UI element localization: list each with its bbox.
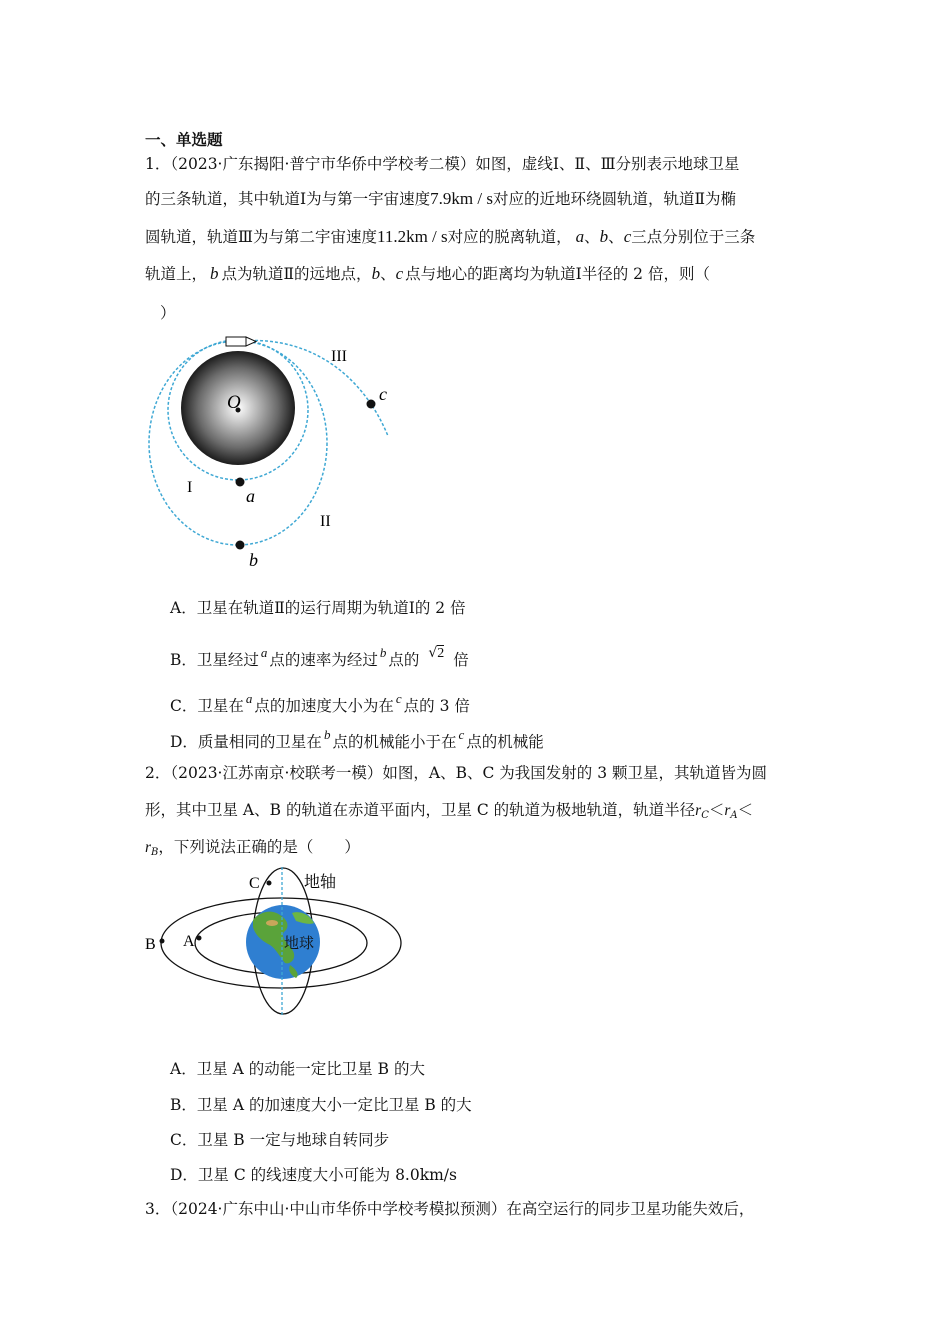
q2-option-c[interactable]: C．卫星 B 一定与地球自转同步: [170, 1131, 390, 1149]
point-b: [236, 541, 245, 550]
point-c: [367, 400, 376, 409]
q1-orbit-figure: [140, 330, 410, 575]
q1-line5: ）: [160, 304, 176, 322]
label-earth-axis: 地轴: [304, 874, 337, 891]
q1-line1: 1．（2023·广东揭阳·普宁市华侨中学校考二模）如图，虚线Ⅰ、Ⅱ、Ⅲ分别表示地球卫星: [145, 155, 740, 173]
q2-option-d[interactable]: D．卫星 C 的线速度大小可能为 8.0km/s: [170, 1166, 457, 1184]
label-orbit-i: I: [187, 479, 193, 496]
q1-option-b[interactable]: B．卫星经过 $^a$ 点的速率为经过 $^b$ 点的 √2 倍: [170, 645, 469, 669]
label-sat-b: B: [145, 936, 156, 953]
q1-second-cosmic-speed: 11.2km / s: [376, 227, 448, 246]
satellite-b: [160, 939, 165, 944]
q1-line2: 的三条轨道，其中轨道Ⅰ为与第一宇宙速度7.9km / s对应的近地环绕圆轨道，轨道Ⅱ为椭: [145, 189, 736, 208]
label-a: a: [246, 486, 255, 506]
point-a: [236, 478, 245, 487]
q1-option-a[interactable]: A．卫星在轨道Ⅱ的运行周期为轨道Ⅰ的 2 倍: [170, 599, 466, 617]
q1-option-c[interactable]: C．卫星在 $^a$ 点的加速度大小为在 $^c$ 点的 3 倍: [170, 691, 470, 715]
label-orbit-ii: II: [320, 513, 331, 530]
satellite-c: [267, 881, 272, 886]
q2-option-b[interactable]: B．卫星 A 的加速度大小一定比卫星 B 的大: [170, 1096, 472, 1114]
label-earth: 地球: [284, 936, 315, 952]
q1-line3: 圆轨道，轨道Ⅲ为与第二宇宙速度11.2km / s对应的脱离轨道， a、b、c三点分别位于三条: [145, 227, 756, 246]
q1-option-d[interactable]: D．质量相同的卫星在 $^b$ 点的机械能小于在 $^c$ 点的机械能: [170, 727, 544, 751]
section-title: 一、单选题: [145, 130, 223, 149]
q2-option-a[interactable]: A．卫星 A 的动能一定比卫星 B 的大: [170, 1060, 425, 1078]
q3-line1: 3．（2024·广东中山·中山市华侨中学校考模拟预测）在高空运行的同步卫星功能失效后，: [145, 1200, 755, 1218]
q2-satellite-figure: [140, 865, 410, 1020]
q1-first-cosmic-speed: 7.9km / s: [430, 189, 493, 208]
label-orbit-iii: III: [331, 348, 347, 365]
label-b: b: [249, 550, 258, 570]
satellite-a: [197, 936, 202, 941]
label-c: c: [379, 384, 387, 404]
q2-line2: 形，其中卫星 A、B 的轨道在赤道平面内，卫星 C 的轨道为极地轨道，轨道半径$r_C<r_A<$: [145, 801, 754, 821]
label-sat-c: C: [249, 875, 260, 892]
q2-line3: $r_B$，下列说法正确的是（ ）: [145, 838, 360, 858]
label-sat-a: A: [183, 933, 195, 950]
rocket-icon: [226, 337, 256, 346]
q2-line1: 2．（2023·江苏南京·校联考一模）如图，A、B、C 为我国发射的 3 颗卫星，其轨道皆为圆: [145, 764, 768, 782]
q1-line4: 轨道上， b 点为轨道Ⅱ的远地点，b、c 点与地心的距离均为轨道Ⅰ半径的 2 倍，则（: [145, 264, 710, 283]
label-o: O: [227, 392, 241, 413]
sqrt-symbol: √2: [428, 645, 445, 661]
